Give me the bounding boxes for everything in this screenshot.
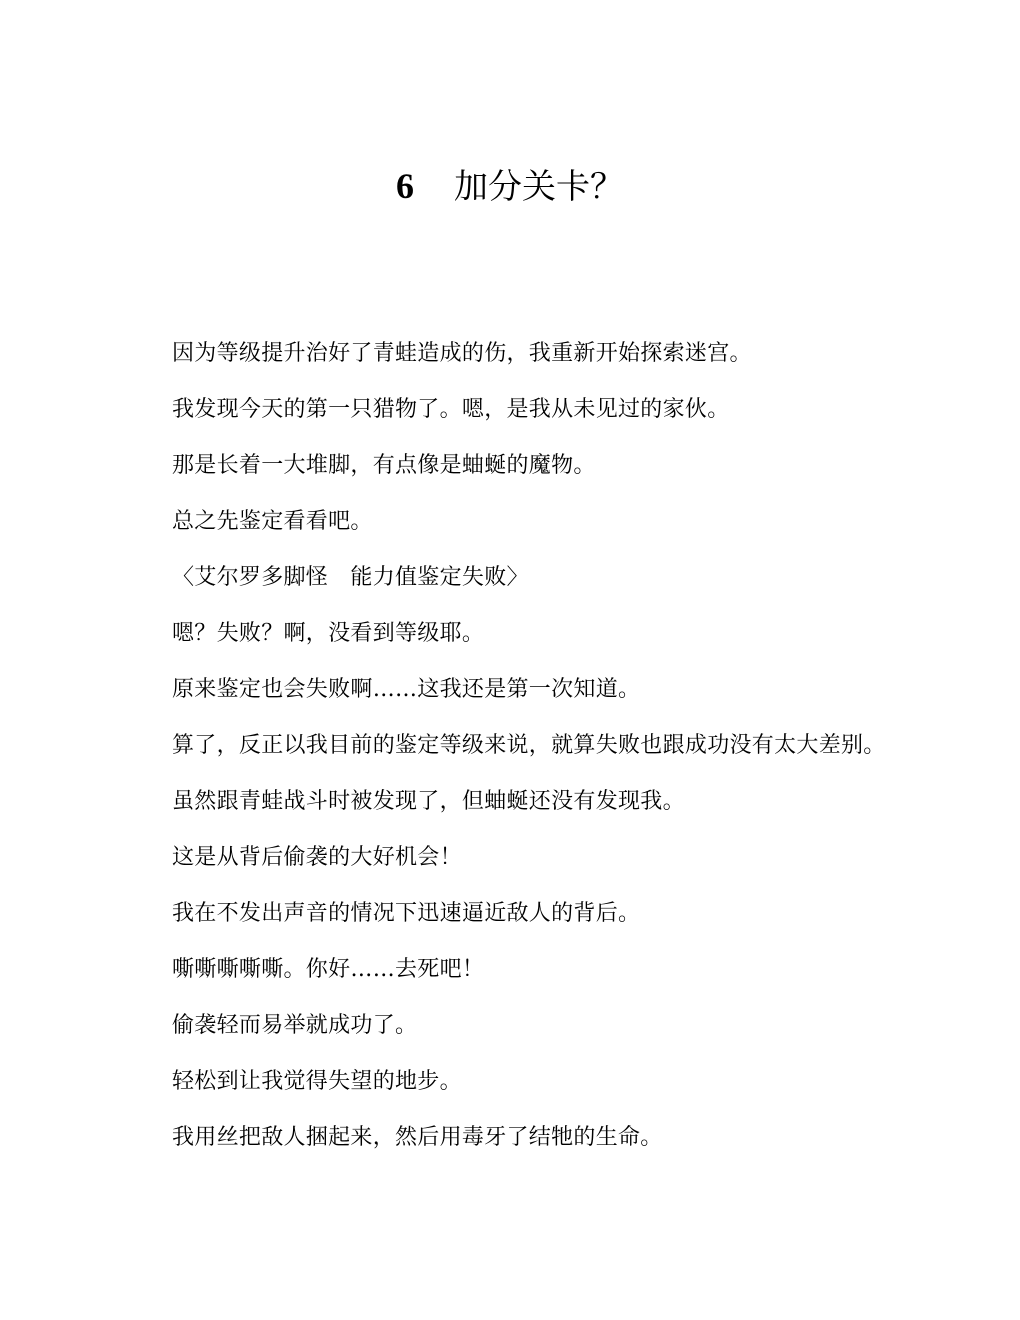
paragraph: 总之先鉴定看看吧。 bbox=[172, 509, 373, 534]
paragraph: 这是从背后偷袭的大好机会！ bbox=[172, 845, 462, 870]
paragraph: 因为等级提升治好了青蛙造成的伤，我重新开始探索迷宫。 bbox=[172, 341, 752, 366]
paragraph: 那是长着一大堆脚，有点像是蚰蜒的魔物。 bbox=[172, 453, 596, 478]
paragraph: 〈艾尔罗多脚怪 能力值鉴定失败〉 bbox=[172, 565, 529, 590]
chapter-number: 6 bbox=[396, 166, 414, 206]
paragraph: 嘶嘶嘶嘶嘶。你好……去死吧！ bbox=[172, 957, 485, 982]
paragraph: 嗯？失败？啊，没看到等级耶。 bbox=[172, 621, 485, 646]
paragraph: 轻松到让我觉得失望的地步。 bbox=[172, 1069, 462, 1094]
paragraph: 我用丝把敌人捆起来，然后用毒牙了结牠的生命。 bbox=[172, 1125, 663, 1150]
chapter-body bbox=[122, 338, 912, 1178]
paragraph: 原来鉴定也会失败啊……这我还是第一次知道。 bbox=[172, 677, 641, 702]
paragraph: 我在不发出声音的情况下迅速逼近敌人的背后。 bbox=[172, 901, 641, 926]
chapter-title: 加分关卡？ bbox=[454, 167, 624, 207]
chapter-heading bbox=[0, 158, 1020, 215]
paragraph: 偷袭轻而易举就成功了。 bbox=[172, 1013, 418, 1038]
paragraph: 虽然跟青蛙战斗时被发现了，但蚰蜒还没有发现我。 bbox=[172, 789, 685, 814]
paragraph: 我发现今天的第一只猎物了。嗯，是我从未见过的家伙。 bbox=[172, 397, 730, 422]
paragraph: 算了，反正以我目前的鉴定等级来说，就算失败也跟成功没有太大差别。 bbox=[172, 733, 886, 758]
